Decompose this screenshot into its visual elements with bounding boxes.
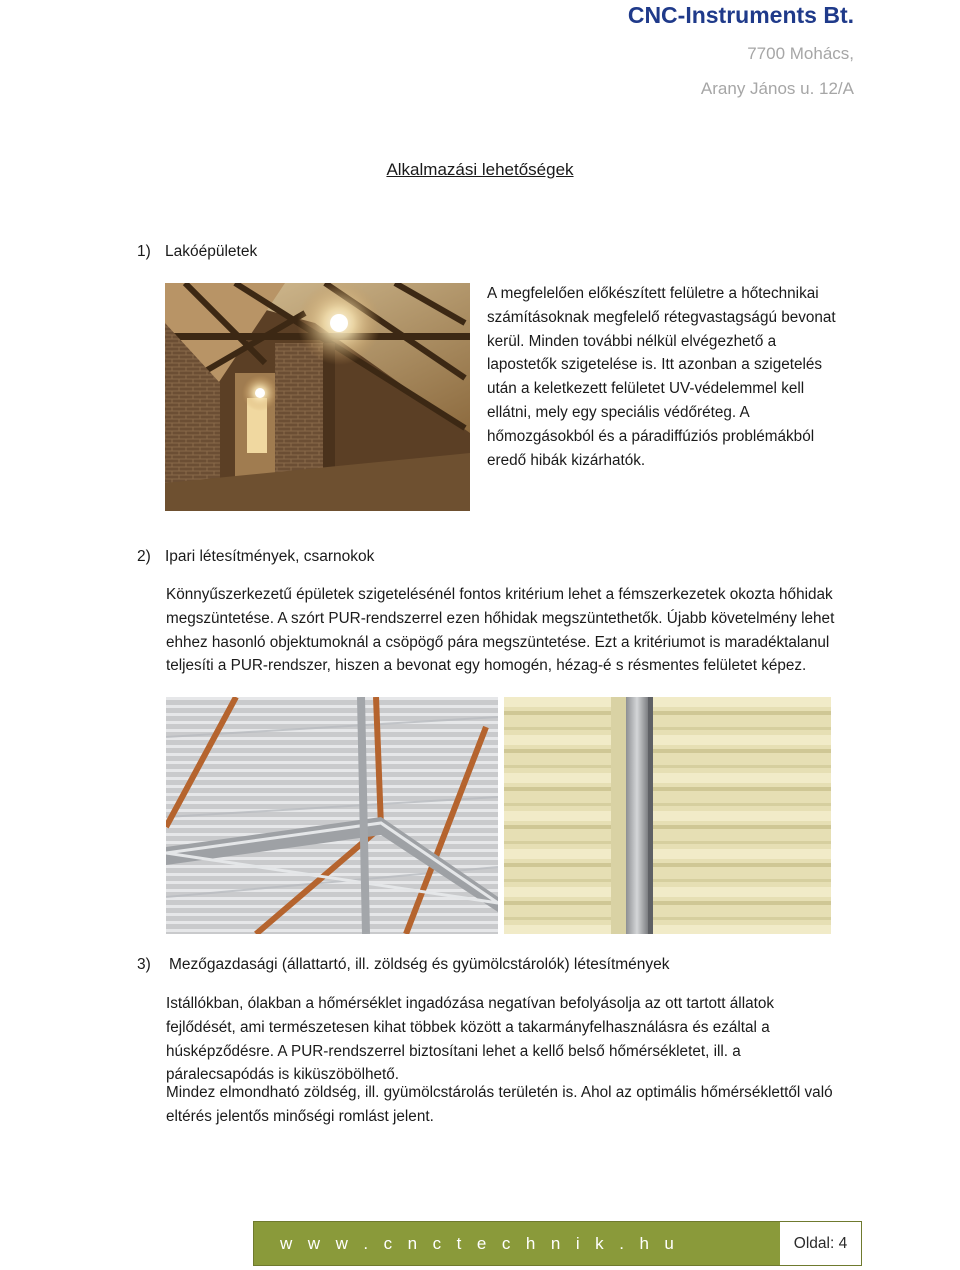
section-number: 3) — [137, 956, 151, 973]
address-line-2: Arany János u. 12/A — [700, 79, 854, 98]
attic-insulation-photo — [165, 283, 470, 511]
section-heading-residential — [137, 243, 257, 261]
page-number: Oldal: 4 — [793, 1234, 848, 1252]
section-title: Lakóépületek — [165, 243, 258, 260]
company-name: CNC-Instruments Bt. — [627, 2, 854, 28]
section-2-paragraph: Könnyűszerkezetű épületek szigetelésénél fontos kritérium lehet a fémszerkezetek okozta hőhidak megszüntetése. A szórt PUR-rendszerrel ezen hőhidak megszüntethetők. Újabb követelmény lehet ehhez hasonló objektumoknál a csöpögő pára megszüntetése. Ezt a kritériumot is maradéktalanul teljesíti a PUR-rendszer, hiszen a bevonat egy homogén, hézag-é s résmentes felületet képez. — [166, 586, 835, 675]
page-footer — [253, 1221, 862, 1266]
section-heading-agricultural — [137, 956, 670, 974]
address-line-1: 7700 Mohács, — [747, 44, 854, 63]
section-3-paragraph-2: Mindez elmondható zöldség, ill. gyümölcstárolás területén is. Ahol az optimális hőmérséklettől való eltérés jelentős minőségi romlást jelent. — [166, 1084, 833, 1125]
website-link[interactable]: w w w . c n c t e c h n i k . h u — [254, 1222, 780, 1265]
section-number: 2) — [137, 548, 151, 565]
section-title: Ipari létesítmények, csarnokok — [165, 548, 375, 565]
section-heading-industrial — [137, 548, 374, 566]
section-title: Mezőgazdasági (állattartó, ill. zöldség és gyümölcstárolók) létesítmények — [169, 956, 670, 973]
section-1-paragraph: A megfelelően előkészített felületre a hőtechnikai számításoknak megfelelő rétegvastagságú bevonat kerül. Minden további nélkül elvégezhető a lapostetők szigetelése is. Itt azonban a szigetelés után a keletkezett felületet UV-védelemmel kell ellátni, mely egy speciális védőréteg. A hőmozgásokból és a páradiffúziós problémákból eredő hibák kizárhatók. — [487, 285, 836, 469]
industrial-hall-insulation-photo — [166, 697, 831, 934]
page-title: Alkalmazási lehetőségek — [386, 160, 574, 179]
section-number: 1) — [137, 243, 151, 260]
section-3-paragraph-1: Istállókban, ólakban a hőmérséklet ingadózása negatívan befolyásolja az ott tartott állatok fejlődését, ami természetesen kihat többek között a takarmányfelhasználásra és ezáltal a húsképződésre. A PUR-rendszerrel biztosítani lehet a kellő belső hőmérsékletet, ill. a páralecsapódás is kiküszöbölhető. — [166, 995, 775, 1084]
